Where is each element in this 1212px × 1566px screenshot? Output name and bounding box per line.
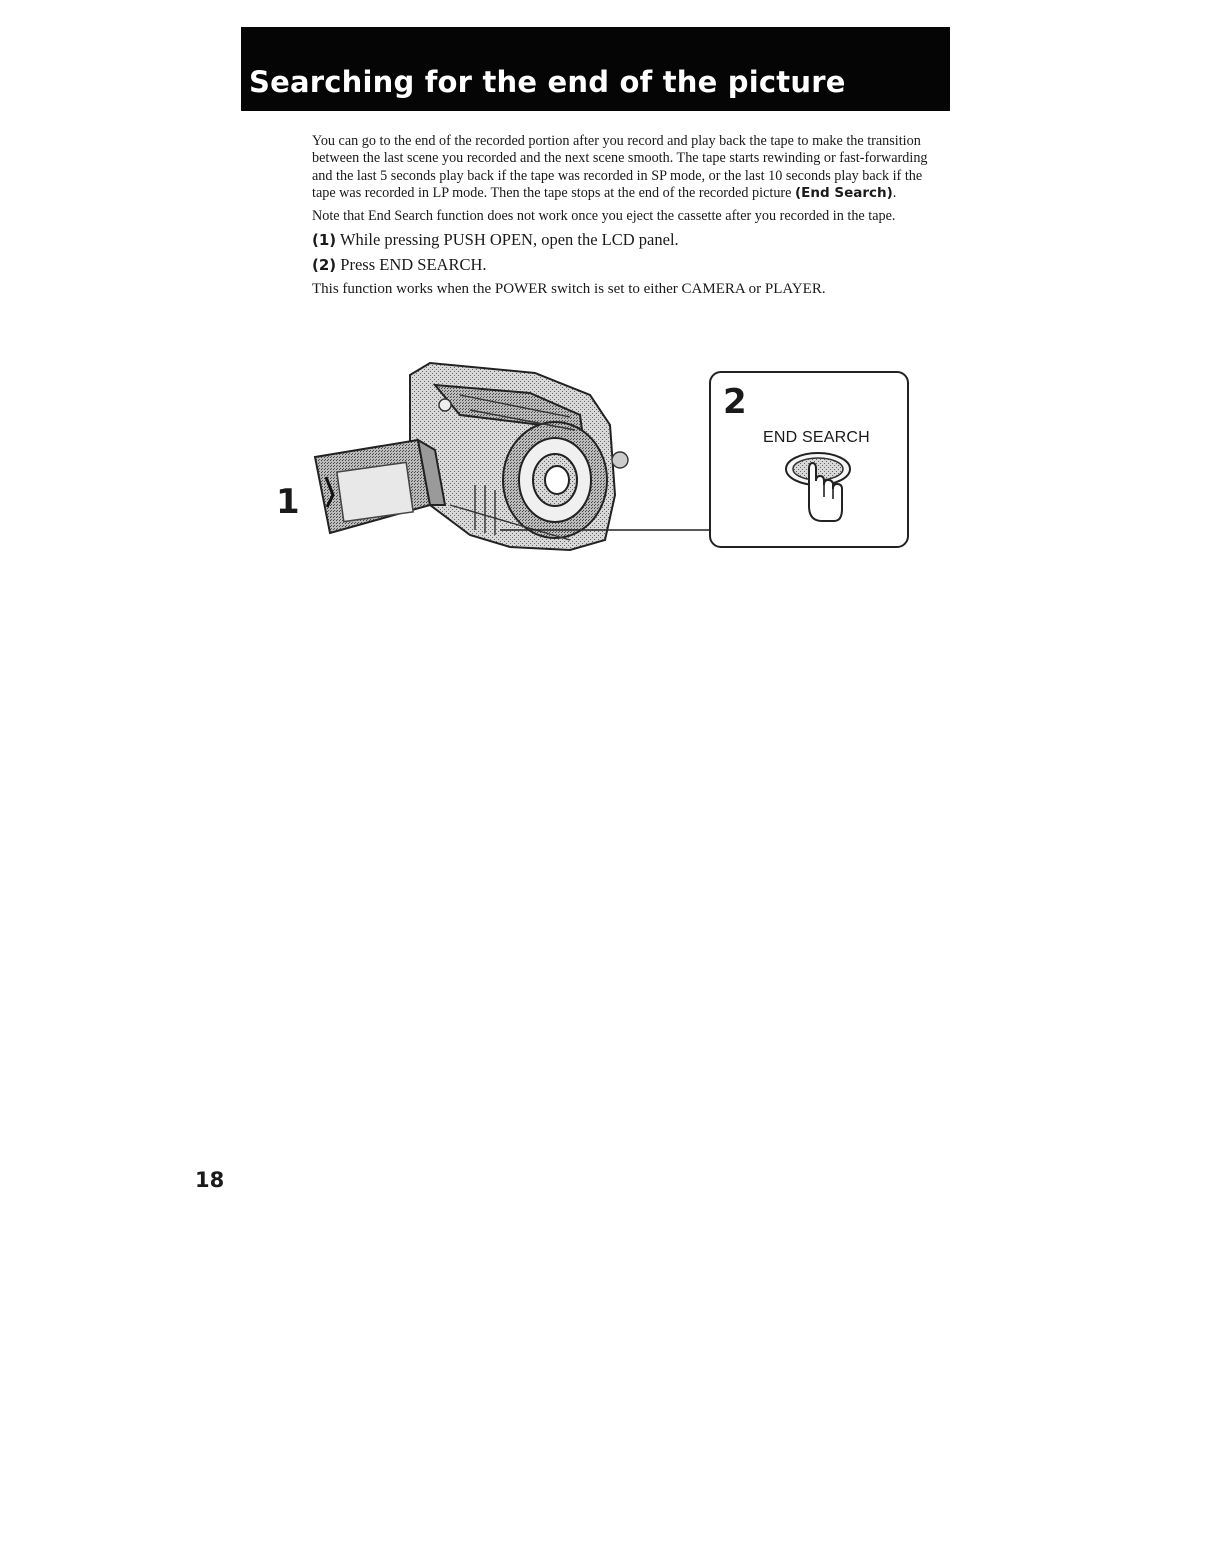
content — [312, 133, 937, 303]
power-note: This function works when the POWER switch is set to either CAMERA or PLAYER. — [312, 281, 826, 298]
step-2 — [312, 255, 937, 275]
end-search-callout — [709, 371, 909, 548]
intro-period: . — [892, 185, 897, 202]
note-paragraph: Note that End Search function does not work once you eject the cassette after you recorded in the tape. — [312, 207, 896, 224]
step-1 — [312, 230, 937, 250]
intro-paragraph — [312, 133, 937, 203]
step-1-number: (1) — [312, 231, 337, 250]
step-2-text: Press END SEARCH. — [340, 255, 487, 275]
end-search-term: (End Search) — [795, 185, 893, 202]
page-number: 18 — [195, 1168, 225, 1192]
step-2-number: (2) — [312, 256, 337, 275]
step-1-text: While pressing PUSH OPEN, open the LCD panel. — [339, 230, 679, 250]
page-title: Searching for the end of the picture — [249, 65, 846, 99]
callout-label: END SEARCH — [763, 429, 870, 446]
press-button-icon — [776, 451, 866, 531]
lens — [503, 422, 607, 538]
intro-text: You can go to the end of the recorded portion after you record and play back the tape to make the transition between the last scene you recorded and the next scene smooth. The tape starts rewinding or fast-forwarding and the last 5 seconds play back if the tape was recorded in SP mode, or the last 10 seconds play back if the tape was recorded in LP mode. Then the tape stops at the end of the recorded picture — [312, 133, 928, 202]
callout-number: 2 — [723, 382, 747, 422]
title-bar — [241, 27, 950, 111]
step-1-marker: 1 — [276, 482, 300, 522]
